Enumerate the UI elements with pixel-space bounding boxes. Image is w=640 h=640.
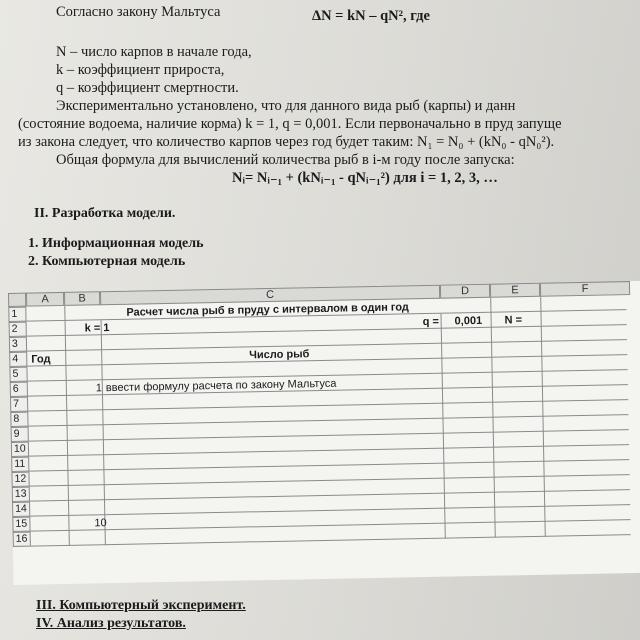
definition-k: k – коэффициент прироста, [56, 62, 225, 78]
malthus-formula: ΔN = kN – qN², где [312, 8, 430, 24]
sheet-corner [8, 293, 26, 307]
cell-year-start[interactable]: 1 [95, 382, 103, 395]
section-model-development [34, 206, 175, 222]
section-results-analysis-label: IV. Анализ результатов. [36, 616, 186, 631]
row-header: 9 [11, 427, 29, 442]
row-header: 7 [10, 397, 28, 412]
row-header: 11 [11, 457, 29, 472]
cell-title[interactable]: Расчет числа рыб в пруду с интервалом в один год [126, 301, 409, 319]
row-header: 3 [9, 337, 27, 352]
spreadsheet [8, 281, 640, 585]
paragraph-line-2: (состояние водоема, наличие корма) k = 1, q = 0,001. Если первоначально в пруд запуще [18, 116, 562, 132]
subsection-computer-model: 2. Компьютерная модель [28, 254, 186, 269]
section-computer-experiment [36, 598, 246, 614]
cell-n-label[interactable]: N = [504, 314, 523, 327]
cell-q-value[interactable]: 0,001 [454, 314, 483, 328]
row-header: 5 [9, 367, 27, 382]
cell-fish-header[interactable]: Число рыб [249, 348, 310, 362]
row-header: 6 [10, 382, 28, 397]
row-header: 1 [8, 307, 26, 322]
malthus-intro-line [56, 4, 220, 20]
cell-year-header[interactable]: Год [31, 353, 51, 366]
section-results-analysis [36, 616, 186, 632]
row-header: 14 [12, 502, 30, 517]
paragraph-line-1: Экспериментально установлено, что для данного вида рыб (карпы) и данн [56, 98, 516, 114]
section-model-development-label: II. Разработка модели. [34, 206, 176, 221]
row-header: 15 [12, 517, 30, 532]
definition-n: N – число карпов в начале года, [56, 44, 252, 60]
cell-year-end[interactable]: 10 [94, 517, 107, 530]
section-computer-experiment-label: III. Компьютерный эксперимент. [36, 598, 246, 613]
general-formula: Nᵢ= Nᵢ₋₁ + (kNᵢ₋₁ - qNᵢ₋₁²) для i = 1, 2, 3, … [232, 170, 498, 186]
malthus-intro-text: Согласно закону Мальтуса [56, 4, 221, 20]
subsection-information-model: 1. Информационная модель [28, 236, 204, 251]
definition-q: q – коэффициент смертности. [56, 80, 239, 96]
cell-k-label[interactable]: k = 1 [84, 322, 110, 335]
column-header-b: B [64, 291, 100, 306]
row-header: 10 [11, 442, 29, 457]
row-header: 13 [12, 487, 30, 502]
column-header-e: E [490, 283, 540, 298]
row-header: 8 [10, 412, 28, 427]
row-header: 4 [9, 352, 27, 367]
row-header: 2 [9, 322, 27, 337]
row-header: 12 [11, 472, 29, 487]
row-header: 16 [13, 532, 31, 547]
cell-q-label[interactable]: q = [422, 315, 439, 329]
paragraph-line-3: из закона следует, что количество карпов через год будет таким: N₁ = N₀ + (kN₀ - qN₀²). [18, 134, 555, 150]
cell-formula-hint[interactable]: ввести формулу расчета по закону Мальтуса [105, 377, 337, 395]
paragraph-line-4: Общая формула для вычислений количества рыб в i-м году после запуска: [56, 152, 515, 168]
column-header-a: A [26, 292, 64, 307]
column-header-f: F [540, 281, 630, 297]
column-header-d: D [440, 284, 490, 299]
column-header-c: C [100, 285, 440, 306]
